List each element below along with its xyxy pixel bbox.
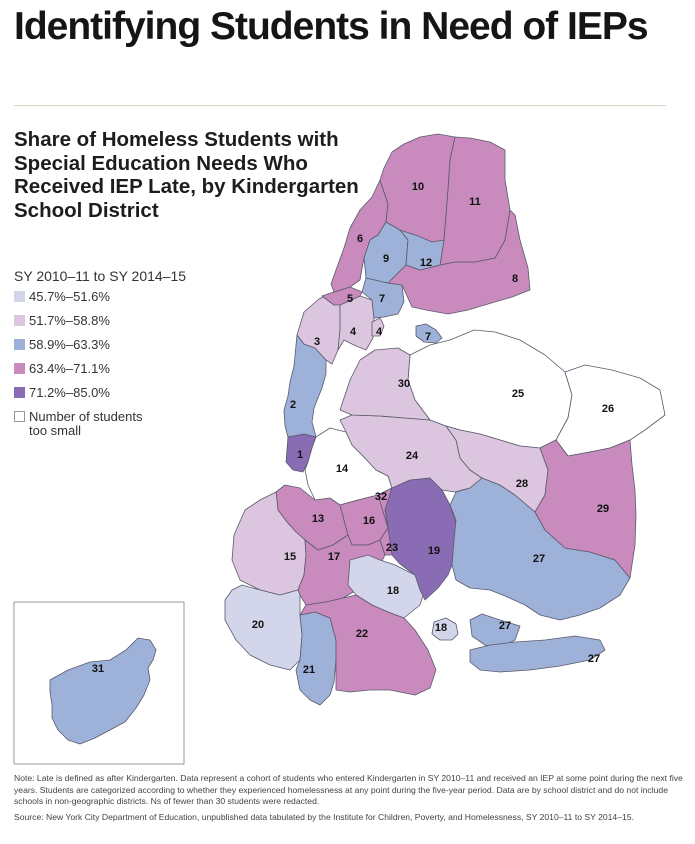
district-fragment-label: 27 — [587, 653, 601, 665]
district-label-30: 30 — [397, 378, 411, 390]
page-title: Identifying Students in Need of IEPs — [14, 5, 648, 48]
district-21 — [296, 612, 336, 705]
district-label-7: 7 — [378, 293, 386, 305]
district-label-20: 20 — [251, 619, 265, 631]
district-label-27: 27 — [532, 553, 546, 565]
legend-label: 71.2%–85.0% — [29, 385, 110, 400]
district-label-18: 18 — [386, 585, 400, 597]
district-fragment-label: 18 — [434, 622, 448, 634]
district-4 — [338, 296, 374, 350]
district-label-28: 28 — [515, 478, 529, 490]
district-fragment-label: 4 — [375, 326, 383, 338]
district-label-8: 8 — [511, 273, 519, 285]
district-label-9: 9 — [382, 253, 390, 265]
district-label-10: 10 — [411, 181, 425, 193]
district-label-21: 21 — [302, 664, 316, 676]
district-label-29: 29 — [596, 503, 610, 515]
district-label-25: 25 — [511, 388, 525, 400]
district-label-15: 15 — [283, 551, 297, 563]
district-label-2: 2 — [289, 399, 297, 411]
district-fragment-label: 27 — [498, 620, 512, 632]
district-label-22: 22 — [355, 628, 369, 640]
district-label-12: 12 — [419, 257, 433, 269]
legend-label: 58.9%–63.3% — [29, 337, 110, 352]
district-label-32: 32 — [374, 491, 388, 503]
district-label-26: 26 — [601, 403, 615, 415]
footnotes — [14, 773, 684, 823]
district-label-19: 19 — [427, 545, 441, 557]
district-label-23: 23 — [385, 542, 399, 554]
district-label-17: 17 — [327, 551, 341, 563]
district-label-11: 11 — [469, 196, 481, 208]
district-label-31: 31 — [91, 663, 105, 675]
legend-label: 45.7%–51.6% — [29, 289, 110, 304]
district-label-4: 4 — [349, 326, 357, 338]
district-label-14: 14 — [335, 463, 349, 475]
school-year-range: SY 2010–11 to SY 2014–15 — [14, 268, 187, 284]
district-label-16: 16 — [362, 515, 376, 527]
district-label-1: 1 — [296, 449, 304, 461]
legend-label: 63.4%–71.1% — [29, 361, 110, 376]
source-text: Source: New York City Department of Education, unpublished data tabulated by the Institute for Children, Poverty, and Homelessness, SY 2010–11 to SY 2014–15. — [14, 811, 634, 822]
district-31 — [50, 638, 156, 744]
district-label-5: 5 — [346, 293, 354, 305]
legend-label: 51.7%–58.8% — [29, 313, 110, 328]
district-label-24: 24 — [405, 450, 419, 462]
note-text: Note: Late is defined as after Kindergarten. Data represent a cohort of students who entered Kindergarten in SY 2010–11 and received an IEP at some point during the next five years. Students are categorized according to whether they experienced homelessness at any point during the five-year period. Data are by school district and do not include schools in non-geographic districts. Ns of fewer than 30 students were redacted. — [14, 773, 683, 806]
district-label-6: 6 — [356, 233, 364, 245]
legend-label: Number of students too small — [29, 409, 143, 438]
map-subtitle: Share of Homeless Students with Special Education Needs Who Received IEP Late, by Kindergarten School District — [14, 128, 359, 222]
district-label-3: 3 — [313, 336, 321, 348]
district-fragment-label: 7 — [424, 331, 432, 343]
district-label-13: 13 — [311, 513, 325, 525]
